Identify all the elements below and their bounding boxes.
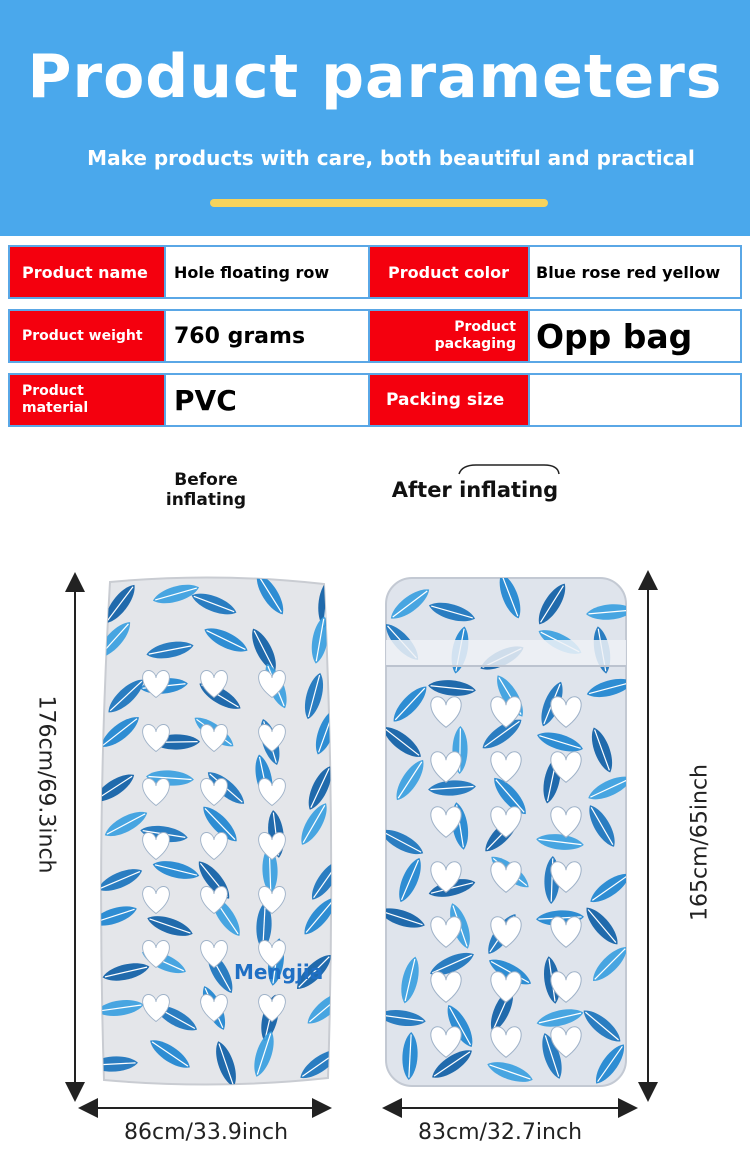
param-value: Blue rose red yellow (528, 245, 742, 299)
param-value: Hole floating row (164, 245, 370, 299)
after-inflating-label: After inflating (391, 478, 559, 502)
after-width-dimension: 83cm/32.7inch (418, 1120, 583, 1145)
after-length-dimension: 165cm/65inch (687, 763, 713, 922)
param-label: Packing size (368, 373, 530, 427)
param-label: Product weight (8, 309, 166, 363)
param-value: Opp bag (528, 309, 742, 363)
param-value: 760 grams (164, 309, 370, 363)
param-value: PVC (164, 373, 370, 427)
param-label: Product packaging (368, 309, 530, 363)
brand-watermark: Mengjia (234, 960, 324, 984)
page-subtitle: Make products with care, both beautiful and practical (87, 146, 695, 170)
page-title: Product parameters (27, 42, 723, 112)
before-inflating-label: Before inflating (165, 470, 247, 510)
before-length-dimension: 176cm/69.3inch (33, 695, 59, 874)
param-label: Product name (8, 245, 166, 299)
param-label: Product material (8, 373, 166, 427)
inflated-float-image (384, 576, 628, 1088)
deflated-float-image (96, 574, 338, 1088)
param-label: Product color (368, 245, 530, 299)
before-width-dimension: 86cm/33.9inch (124, 1120, 289, 1145)
